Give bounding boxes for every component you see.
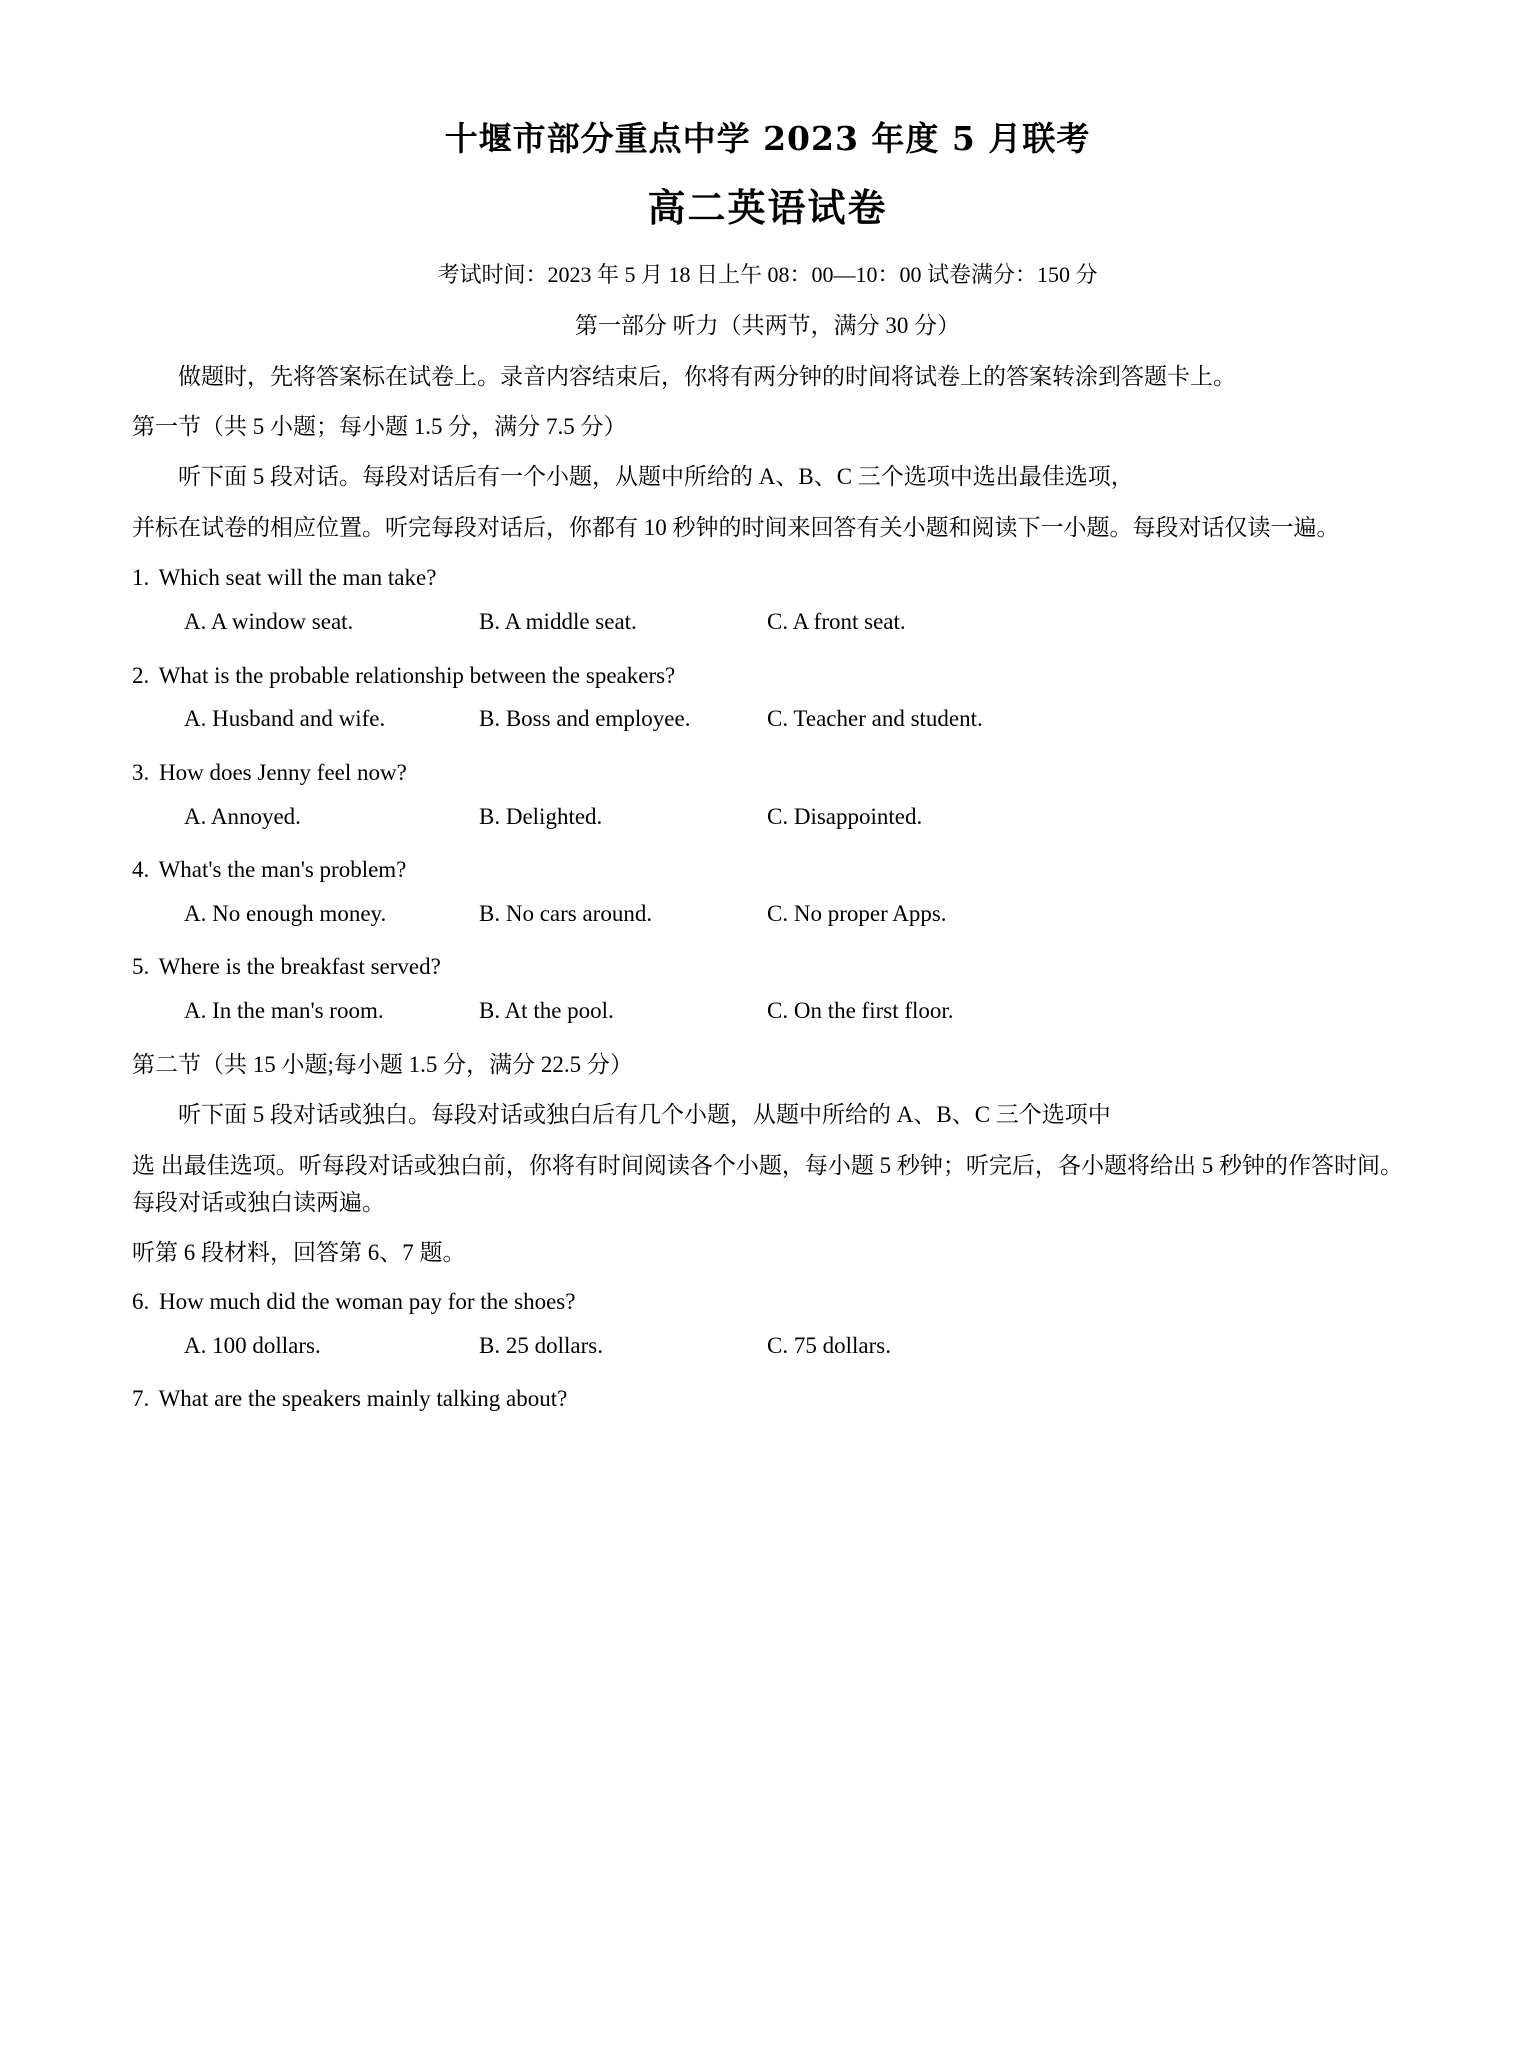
question-options <box>132 1328 1403 1364</box>
question-number: 6. <box>132 1289 150 1315</box>
question-number: 5. <box>132 954 150 980</box>
option-c[interactable]: C. A front seat. <box>767 608 906 634</box>
option-b[interactable]: B. Delighted. <box>479 803 603 829</box>
option-b[interactable]: B. A middle seat. <box>479 608 637 634</box>
question-text: Where is the breakfast served? <box>158 954 441 980</box>
question-stem <box>132 755 1403 791</box>
question-number: 4. <box>132 857 150 883</box>
option-b[interactable]: B. At the pool. <box>479 998 614 1024</box>
question-text: What are the speakers mainly talking about? <box>158 1386 568 1412</box>
option-c[interactable]: C. Teacher and student. <box>767 706 983 732</box>
question-options <box>132 701 1403 737</box>
section-one-directions-line1: 听下面 5 段对话。每段对话后有一个小题，从题中所给的 A、B、C 三个选项中选出最佳选项， <box>178 463 1134 489</box>
page-subtitle: 高二英语试卷 <box>647 184 888 230</box>
option-a[interactable]: A. Husband and wife. <box>184 706 386 732</box>
option-b[interactable]: B. 25 dollars. <box>479 1332 603 1358</box>
question-text: How does Jenny feel now? <box>159 759 407 785</box>
question-options <box>132 604 1403 640</box>
part-one-heading: 第一部分 听力（共两节，满分 30 分） <box>574 313 961 339</box>
listening-instructions: 做题时，先将答案标在试卷上。录音内容结束后，你将有两分钟的时间将试卷上的答案转涂到答题卡上。 <box>178 363 1236 389</box>
section-two-directions-line2: 选 出最佳选项。听每段对话或独白前，你将有时间阅读各个小题，每小题 5 秒钟；听完后，各小题将给出 5 秒钟的作答时间。每段对话或独白读两遍。 <box>132 1152 1403 1216</box>
option-a[interactable]: A. A window seat. <box>184 608 354 634</box>
question-options <box>132 896 1403 932</box>
option-b[interactable]: B. No cars around. <box>479 900 653 926</box>
question-number: 7. <box>132 1386 150 1412</box>
option-a[interactable]: A. In the man's room. <box>184 998 384 1024</box>
option-a[interactable]: A. Annoyed. <box>184 803 301 829</box>
question-number: 1. <box>132 565 150 591</box>
section-two-heading: 第二节（共 15 小题;每小题 1.5 分，满分 22.5 分） <box>132 1051 633 1077</box>
question-options <box>132 993 1403 1029</box>
option-c[interactable]: C. 75 dollars. <box>767 1332 891 1358</box>
question-stem <box>132 1284 1403 1320</box>
option-c[interactable]: C. Disappointed. <box>767 803 923 829</box>
section-one-heading: 第一节（共 5 小题；每小题 1.5 分，满分 7.5 分） <box>132 414 627 440</box>
exam-info: 考试时间：2023 年 5 月 18 日上午 08：00—10：00 试卷满分：150 分 <box>437 262 1098 288</box>
question-text: What's the man's problem? <box>158 857 407 883</box>
material-six-heading: 听第 6 段材料，回答第 6、7 题。 <box>132 1240 466 1266</box>
page-title: 十堰市部分重点中学 2023 年度 5 月联考 <box>444 119 1091 158</box>
option-b[interactable]: B. Boss and employee. <box>479 706 691 732</box>
question-text: Which seat will the man take? <box>158 565 437 591</box>
option-c[interactable]: C. On the first floor. <box>767 998 954 1024</box>
option-c[interactable]: C. No proper Apps. <box>767 900 947 926</box>
question-stem <box>132 658 1403 694</box>
section-two-directions-line1: 听下面 5 段对话或独白。每段对话或独白后有几个小题，从题中所给的 A、B、C 三个选项中 <box>178 1101 1111 1127</box>
option-a[interactable]: A. No enough money. <box>184 900 387 926</box>
question-stem <box>132 852 1403 888</box>
question-number: 3. <box>132 759 150 785</box>
question-text: What is the probable relationship between the speakers? <box>158 662 676 688</box>
question-stem <box>132 949 1403 985</box>
question-options <box>132 799 1403 835</box>
question-text: How much did the woman pay for the shoes? <box>159 1289 576 1315</box>
question-number: 2. <box>132 662 150 688</box>
question-stem <box>132 1381 1403 1417</box>
option-a[interactable]: A. 100 dollars. <box>184 1332 321 1358</box>
section-one-directions-line2: 并标在试卷的相应位置。听完每段对话后，你都有 10 秒钟的时间来回答有关小题和阅读下一小题。每段对话仅读一遍。 <box>132 515 1340 541</box>
question-stem <box>132 560 1403 596</box>
